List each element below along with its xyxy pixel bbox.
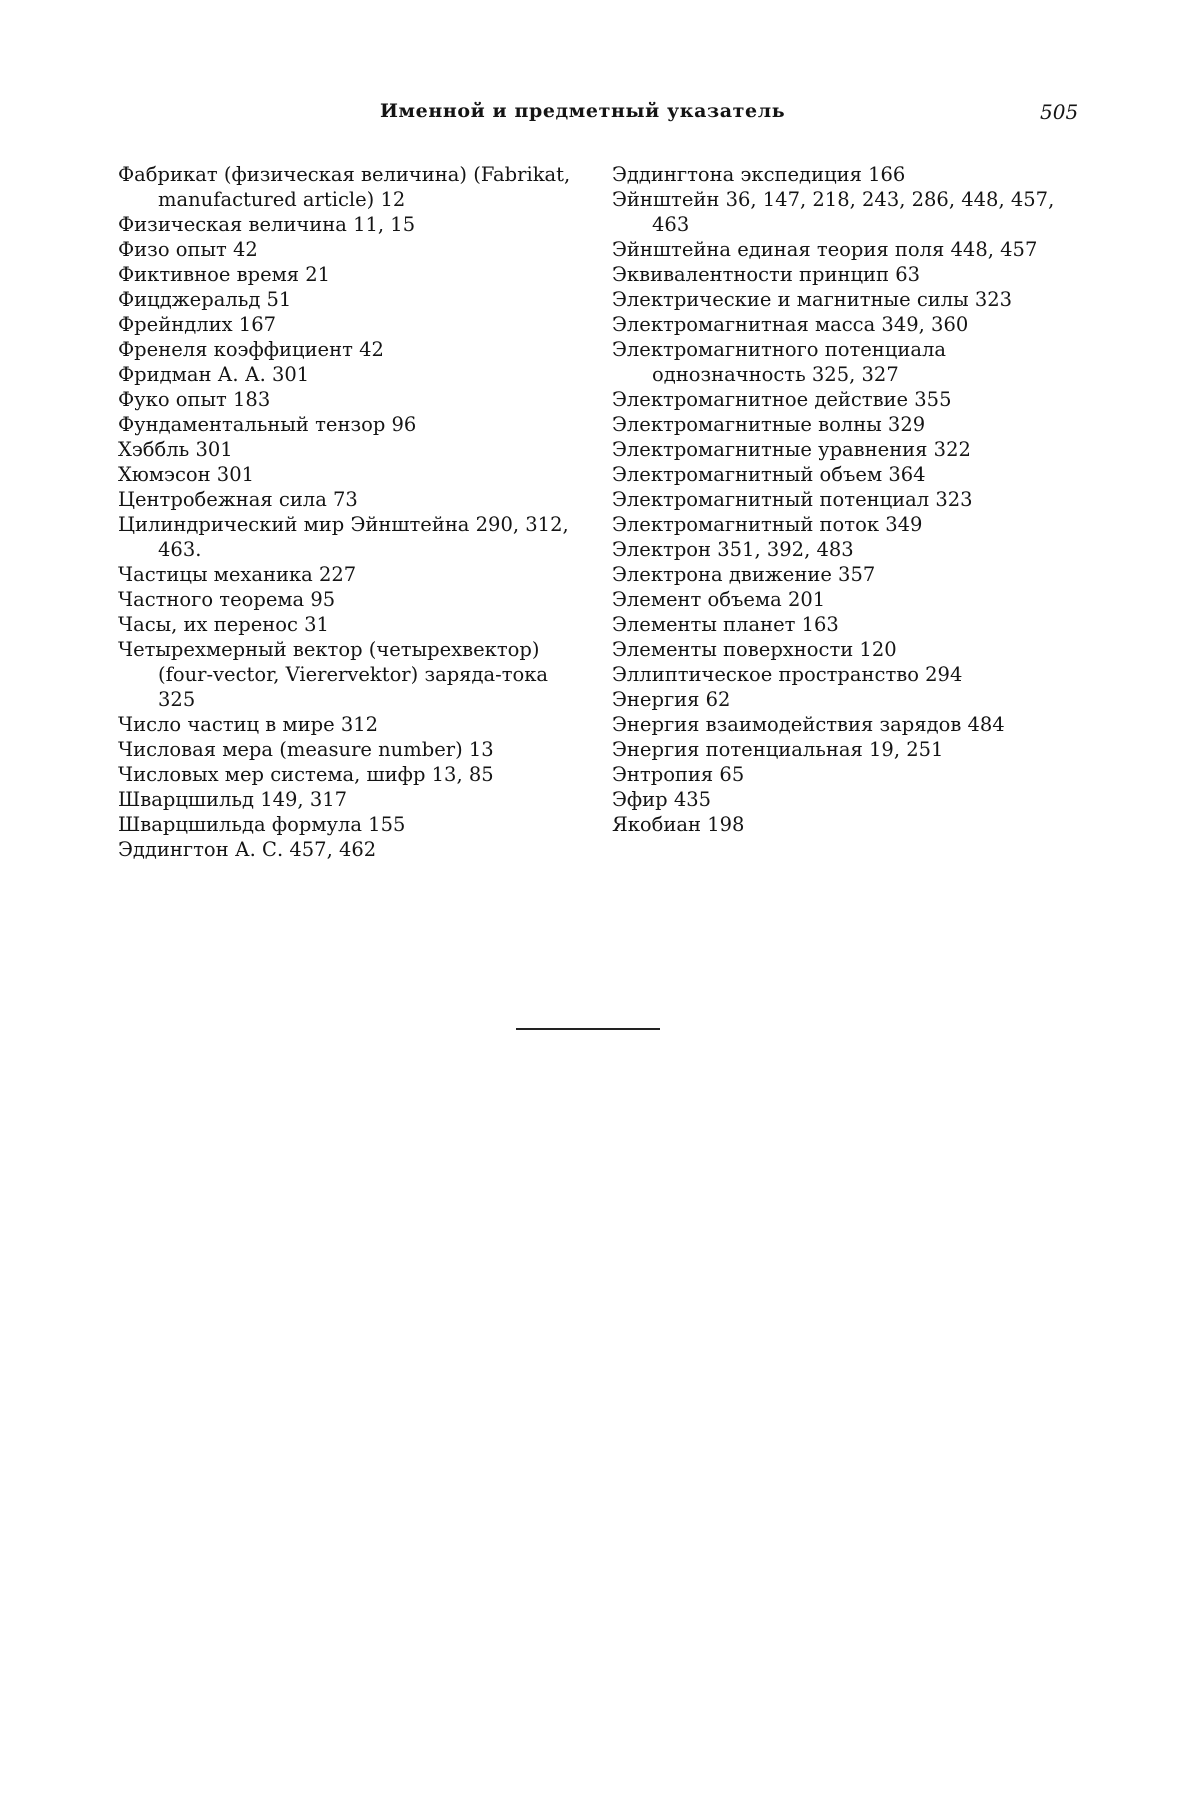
index-entry: Фиктивное время 21 bbox=[118, 263, 331, 286]
index-entry: Число частиц в мире 312 bbox=[118, 713, 379, 736]
index-entry: Часы, их перенос 31 bbox=[118, 613, 329, 636]
index-entry: Энергия 62 bbox=[612, 688, 731, 711]
index-entry: Эллиптическое пространство 294 bbox=[612, 663, 963, 686]
index-entry: Фундаментальный тензор 96 bbox=[118, 413, 417, 436]
index-entry: Эйнштейн 36, 147, 218, 243, 286, 448, 457, 463 bbox=[612, 188, 1061, 236]
index-entry: Частного теорема 95 bbox=[118, 588, 336, 611]
page-title: Именной и предметный указатель bbox=[380, 100, 786, 122]
index-entry: Физо опыт 42 bbox=[118, 238, 258, 261]
index-entry: Цилиндрический мир Эйнштейна 290, 312, 463. bbox=[118, 513, 575, 561]
page-number: 505 bbox=[1040, 100, 1079, 124]
index-entry: Шварцшильд 149, 317 bbox=[118, 788, 348, 811]
end-rule bbox=[516, 1028, 660, 1030]
index-entry: Фуко опыт 183 bbox=[118, 388, 271, 411]
index-entry: Электрические и магнитные силы 323 bbox=[612, 288, 1013, 311]
index-entry: Электромагнитные уравнения 322 bbox=[612, 438, 971, 461]
index-entry: Фрейндлих 167 bbox=[118, 313, 277, 336]
index-entry: Электромагнитный потенциал 323 bbox=[612, 488, 973, 511]
index-entry: Центробежная сила 73 bbox=[118, 488, 358, 511]
index-entry: Эфир 435 bbox=[612, 788, 712, 811]
index-entry: Числовая мера (measure number) 13 bbox=[118, 738, 494, 761]
index-entry: Энергия потенциальная 19, 251 bbox=[612, 738, 944, 761]
index-entry: Энергия взаимодействия зарядов 484 bbox=[612, 713, 1005, 736]
index-entry: Эквивалентности принцип 63 bbox=[612, 263, 921, 286]
index-entry: Электромагнитный поток 349 bbox=[612, 513, 923, 536]
index-column-right bbox=[612, 162, 1082, 837]
index-entry: Частицы механика 227 bbox=[118, 563, 357, 586]
index-entry: Электромагнитные волны 329 bbox=[612, 413, 926, 436]
index-entry: Френеля коэффициент 42 bbox=[118, 338, 384, 361]
index-entry: Элемент объема 201 bbox=[612, 588, 826, 611]
index-entry: Эддингтона экспедиция 166 bbox=[612, 163, 906, 186]
index-entry: Фридман А. А. 301 bbox=[118, 363, 310, 386]
index-entry: Электромагнитное действие 355 bbox=[612, 388, 952, 411]
index-entry: Эйнштейна единая теория поля 448, 457 bbox=[612, 238, 1038, 261]
index-column-left bbox=[118, 162, 588, 862]
index-entry: Хэббль 301 bbox=[118, 438, 233, 461]
index-entry: Элементы планет 163 bbox=[612, 613, 839, 636]
index-entry: Хюмэсон 301 bbox=[118, 463, 255, 486]
index-entry: Четырехмерный вектор (четырехвектор) (four-vector, Vierervektor) заряда-тока 325 bbox=[118, 638, 555, 711]
index-entry: Электрона движение 357 bbox=[612, 563, 876, 586]
index-entry: Физическая величина 11, 15 bbox=[118, 213, 416, 236]
index-entry: Энтропия 65 bbox=[612, 763, 745, 786]
index-entry: Эддингтон А. С. 457, 462 bbox=[118, 838, 377, 861]
index-entry: Электрон 351, 392, 483 bbox=[612, 538, 854, 561]
index-entry: Электромагнитного потенциала однозначность 325, 327 bbox=[612, 338, 953, 386]
index-entry: Фицджеральд 51 bbox=[118, 288, 292, 311]
index-entry: Электромагнитная масса 349, 360 bbox=[612, 313, 969, 336]
index-entry: Фабрикат (физическая величина) (Fabrikat, manufactured article) 12 bbox=[118, 163, 577, 211]
index-entry: Числовых мер система, шифр 13, 85 bbox=[118, 763, 494, 786]
index-entry: Шварцшильда формула 155 bbox=[118, 813, 406, 836]
index-entry: Якобиан 198 bbox=[612, 813, 745, 836]
index-entry: Элементы поверхности 120 bbox=[612, 638, 897, 661]
index-entry: Электромагнитный объем 364 bbox=[612, 463, 926, 486]
page-header bbox=[0, 100, 1200, 130]
